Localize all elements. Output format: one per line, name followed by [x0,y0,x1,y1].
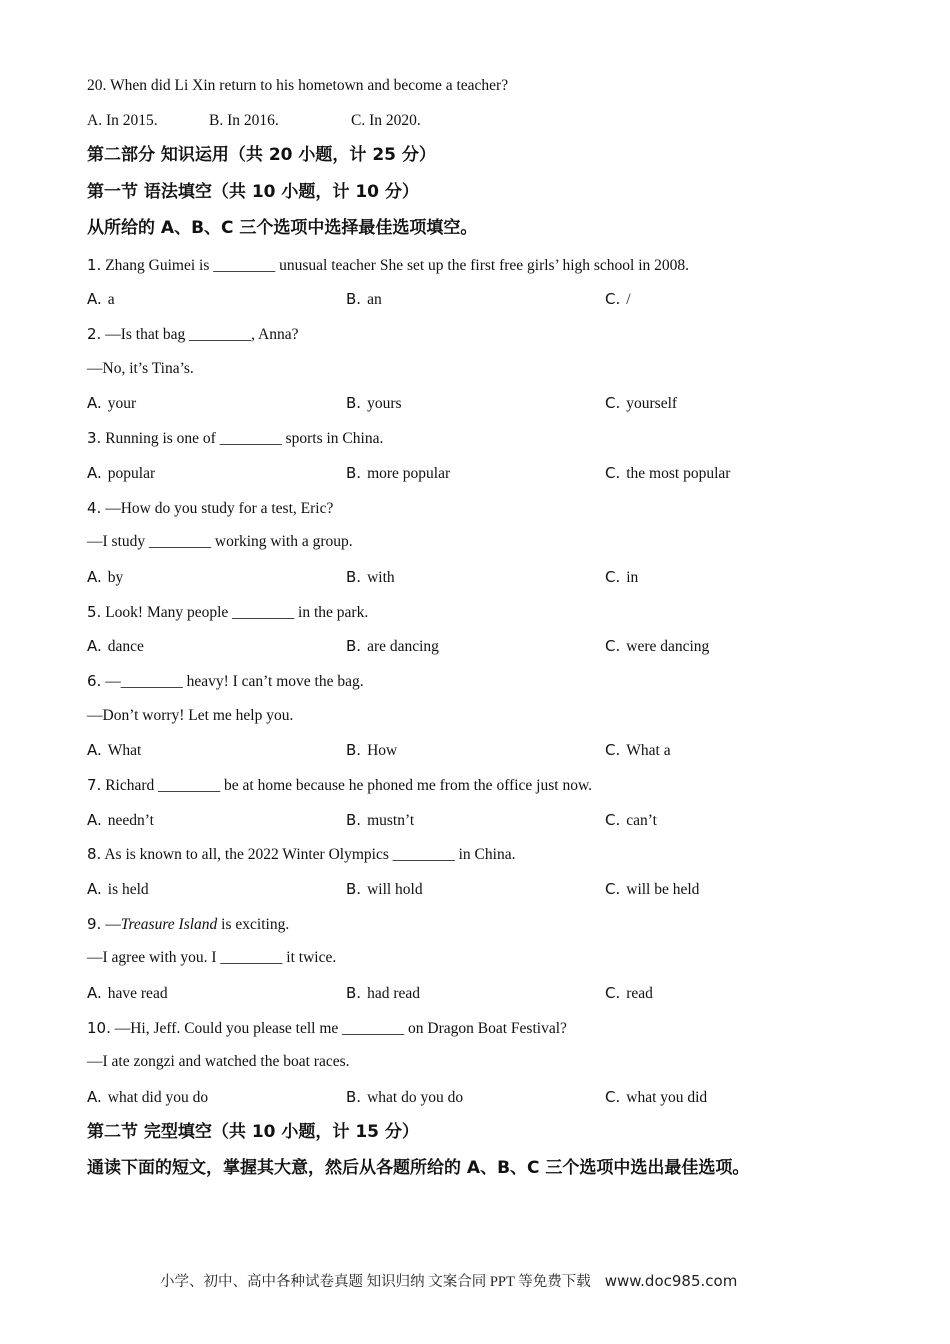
q4-option-c: C. in [605,568,639,586]
question-number: 1. [87,256,102,274]
question-4-stem: 4. —How do you study for a test, Eric? [87,499,334,517]
section2-instruction: 通读下面的短文，掌握其大意，然后从各题所给的 A、B、C 三个选项中选出最佳选项。 [87,1158,750,1178]
question-10-reply: —I ate zongzi and watched the boat races. [87,1053,350,1070]
q10-option-c: C. what you did [605,1088,708,1106]
q7-option-c: C. can’t [605,811,657,829]
section2-title: 第二节 完型填空（共 10 小题，计 15 分） [87,1122,419,1142]
question-6-reply: —Don’t worry! Let me help you. [87,707,294,724]
section1-title: 第一节 语法填空（共 10 小题，计 10 分） [87,182,419,202]
q8-option-a: A. is held [87,880,149,898]
q5-option-b: B. are dancing [346,637,439,655]
question-3-stem: 3. Running is one of ________ sports in China. [87,429,384,447]
q9-option-a: A. have read [87,984,168,1002]
q20-option-c: C. In 2020. [351,112,421,129]
q1-option-a: A. a [87,290,115,308]
q9-option-c: C. read [605,984,653,1002]
q2-option-b: B. yours [346,394,402,412]
question-2-stem: 2. —Is that bag ________, Anna? [87,325,299,343]
page-footer [160,1270,737,1291]
q3-option-b: B. more popular [346,464,451,482]
q5-option-a: A. dance [87,637,144,655]
footer-url[interactable]: www.doc985.com [604,1272,738,1290]
question-1-stem: 1. Zhang Guimei is ________ unusual teacher She set up the first free girls’ high school in 2008. [87,256,690,274]
q3-option-c: C. the most popular [605,464,731,482]
q20-option-a: A. In 2015. [87,112,158,129]
q1-option-b: B. an [346,290,382,308]
q6-option-b: B. How [346,741,398,759]
q3-option-a: A. popular [87,464,156,482]
question-8-stem: 8. As is known to all, the 2022 Winter Olympics ________ in China. [87,845,516,863]
q20-option-b: B. In 2016. [209,112,279,129]
q5-option-c: C. were dancing [605,637,710,655]
q2-option-c: C. yourself [605,394,678,412]
part2-title: 第二部分 知识运用（共 20 小题，计 25 分） [87,145,436,165]
footer-text: 小学、初中、高中各种试卷真题 知识归纳 文案合同 PPT 等免费下载 [160,1274,591,1290]
question-5-stem: 5. Look! Many people ________ in the park. [87,603,369,621]
q2-option-a: A. your [87,394,137,412]
q9-option-b: B. had read [346,984,420,1002]
q7-option-b: B. mustn’t [346,811,415,829]
q1-option-c: C. / [605,290,631,308]
section1-instruction: 从所给的 A、B、C 三个选项中选择最佳选项填空。 [87,218,478,238]
q4-option-a: A. by [87,568,124,586]
question-7-stem: 7. Richard ________ be at home because he phoned me from the office just now. [87,776,593,794]
q20-stem: 20. When did Li Xin return to his hometown and become a teacher? [87,77,509,94]
question-2-reply: —No, it’s Tina’s. [87,360,194,377]
q10-option-b: B. what do you do [346,1088,464,1106]
q8-option-c: C. will be held [605,880,700,898]
q10-option-a: A. what did you do [87,1088,209,1106]
question-9-stem: 9. —Treasure Island is exciting. [87,915,290,933]
q6-option-c: C. What a [605,741,671,759]
q7-option-a: A. needn’t [87,811,154,829]
q6-option-a: A. What [87,741,142,759]
question-4-reply: —I study ________ working with a group. [87,533,353,550]
question-9-reply: —I agree with you. I ________ it twice. [87,949,337,966]
q8-option-b: B. will hold [346,880,423,898]
q4-option-b: B. with [346,568,395,586]
question-10-stem: 10. —Hi, Jeff. Could you please tell me ________ on Dragon Boat Festival? [87,1019,567,1037]
question-6-stem: 6. —________ heavy! I can’t move the bag. [87,672,364,690]
